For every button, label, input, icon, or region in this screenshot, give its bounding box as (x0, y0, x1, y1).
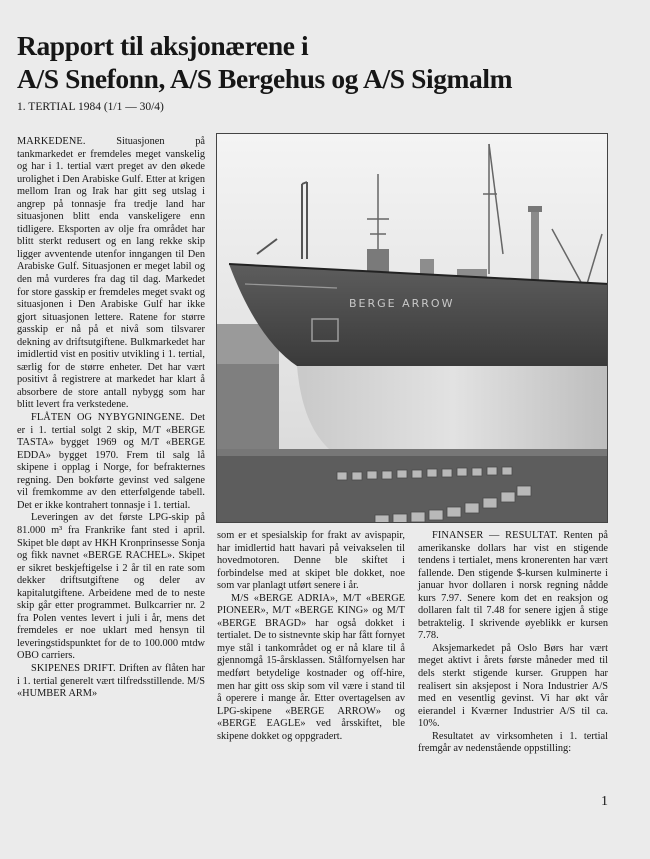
ship-photo-illustration (217, 134, 608, 523)
text-column-3 (418, 530, 608, 756)
section-heading: FINANSER — RESULTAT. (432, 530, 558, 541)
paragraph-text: Resultatet av virksomheten i 1. tertial fremgår av nedenstående oppstilling: (418, 730, 608, 755)
paragraph (17, 412, 205, 512)
paragraph (17, 512, 205, 663)
section-heading: SKIPENES DRIFT. (31, 662, 116, 674)
paragraph-text: Aksjemarkedet på Oslo Børs har vært meget aktivt i årets første måneder med til dels sterkt stigende kurser. Gruppen har realisert sin aksjepost i Nora Industrier A/S med en vesentlig gevinst. Vi har økt vår eierandel i Kværner Industrier A/S til ca. 10%. (418, 642, 608, 730)
paragraph-text: Situasjonen på tankmarkedet er fremdeles meget vanskelig og har i 1. tertial vært preget av den økede urolighet i Den Arabiske Gulf. Etter at krigen mellom Iran og Irak har gitt seg utslag i angrep på tonnasje fra tredje land har situasjonen blitt enda vanskeligere enn tidligere. Eksporten av olje fra området har blitt sterkt redusert og en lang rekke skip ligger avventende utenfor inngangen til Den Arabiske Gulf. Situasjonen er meget labil og den må vurderes fra dag til dag. Markedet for store gasskip er fremdeles meget svakt og situasjonen i Den Arabiske Gulf har ikke gjort situasjonen lettere. Ratene for større gasskip er nå på et nivå som tilsvarer dekning av driftsutgiftene. Bulkmarkedet har imidlertid vist en positiv utvikling i 1. tertial, særlig for de større enheter. Det har vært positivt å registrere at markedet har klart å absorbere de store antall nybygg som har blitt levert fra verkstedene. (17, 136, 205, 411)
paragraph-text: Driften av flåten har i 1. tertial generelt vært tilfredsstillende. M/S «HUMBER ARM» (17, 662, 205, 700)
text-column-1 (17, 136, 205, 701)
paragraph (17, 663, 205, 701)
page-title (17, 29, 637, 95)
section-heading: FLÅTEN OG NYBYGNINGENE. (31, 412, 185, 424)
paragraph-text: Renten på amerikanske dollars har vist en stigende tendens i tertialet, mens kronerenten har vært fallende. Den stigende $-kursen kulminerte i januar hvor dollaren i norsk regning nådde kurs 7.97. Senere kom det en reaksjon og dollaren falt til 7.48 for senere igjen å stige betraktelig. I skrivende øyeblikk er kursen 7.78. (418, 530, 608, 642)
paragraph (418, 643, 608, 731)
paragraph (17, 136, 205, 412)
paragraph-text: M/S «BERGE ADRIA», M/T «BERGE PIONEER», M/T «BERGE KING» og M/T «BERGE BRAGD» har også dokket i tertialet. De to sistnevnte skip har fått fornyet mye stål i tankområdet og er nå klare til å gjennomgå 15-årsklassen. Stålfornyelsen har medført betydelige kostnader og off-hire, men har gitt oss skip som vil være i stand til å operere i mange år. Etter overtagelsen av LPG-skipene «BERGE ARROW» og «BERGE EAGLE» ved årsskiftet, ble skipene dokket og oppgradert. (217, 592, 405, 742)
paragraph (217, 593, 405, 744)
paragraph (418, 731, 608, 756)
hull-lettering: BERGE ARROW (349, 297, 455, 310)
paragraph (217, 530, 405, 593)
title-line-1: Rapport til aksjonærene i (17, 30, 309, 61)
section-heading: MARKEDENE. (17, 136, 86, 147)
paragraph-text: Det er i 1. tertial solgt 2 skip, M/T «BERGE TASTA» bygget 1969 og M/T «BERGE EDDA» bygget 1970. Frem til salg lå skipene i opplag i Norge, for befrakternes regning. Den bokførte gevinst ved salgene vil fremkomme av den etterfølgende tabell. Det er ikke kontrahert tonnasje i 1. tertial. (17, 412, 205, 511)
page-number: 1 (601, 794, 608, 809)
paragraph-text: som er et spesialskip for frakt av avispapir, har imidlertid hatt havari på veivakselen til hovedmotoren. Denne ble skiftet i forbindelse med at skipet ble dokket, noe som var planlagt utført senere i år. (217, 530, 405, 592)
text-column-2 (217, 530, 405, 743)
paragraph-text: Leveringen av det første LPG-skip på 81.000 m³ fra Frankrike fant sted i april. Skipet ble døpt av HKH Kronprinsesse Sonja og fikk navnet «BERGE RACHEL». Skipet er sikret beskjeftigelse i 2 år til en rate som dekker driftsutgiftene og deler av kapitalutgiftene. Arbeidene med de to neste skip går etter programmet. Bulkcarrier nr. 2 fra Polen ventes levert i juli i år, mens det fremdeles er noe uklart med hensyn til leveringstidspunktet for de to 100.000 mtdw OBO carriers. (17, 512, 205, 662)
ship-photo (216, 133, 608, 523)
report-period: 1. TERTIAL 1984 (1/1 — 30/4) (17, 101, 164, 113)
paragraph (418, 530, 608, 643)
title-line-2: A/S Snefonn, A/S Bergehus og A/S Sigmalm (17, 63, 513, 94)
